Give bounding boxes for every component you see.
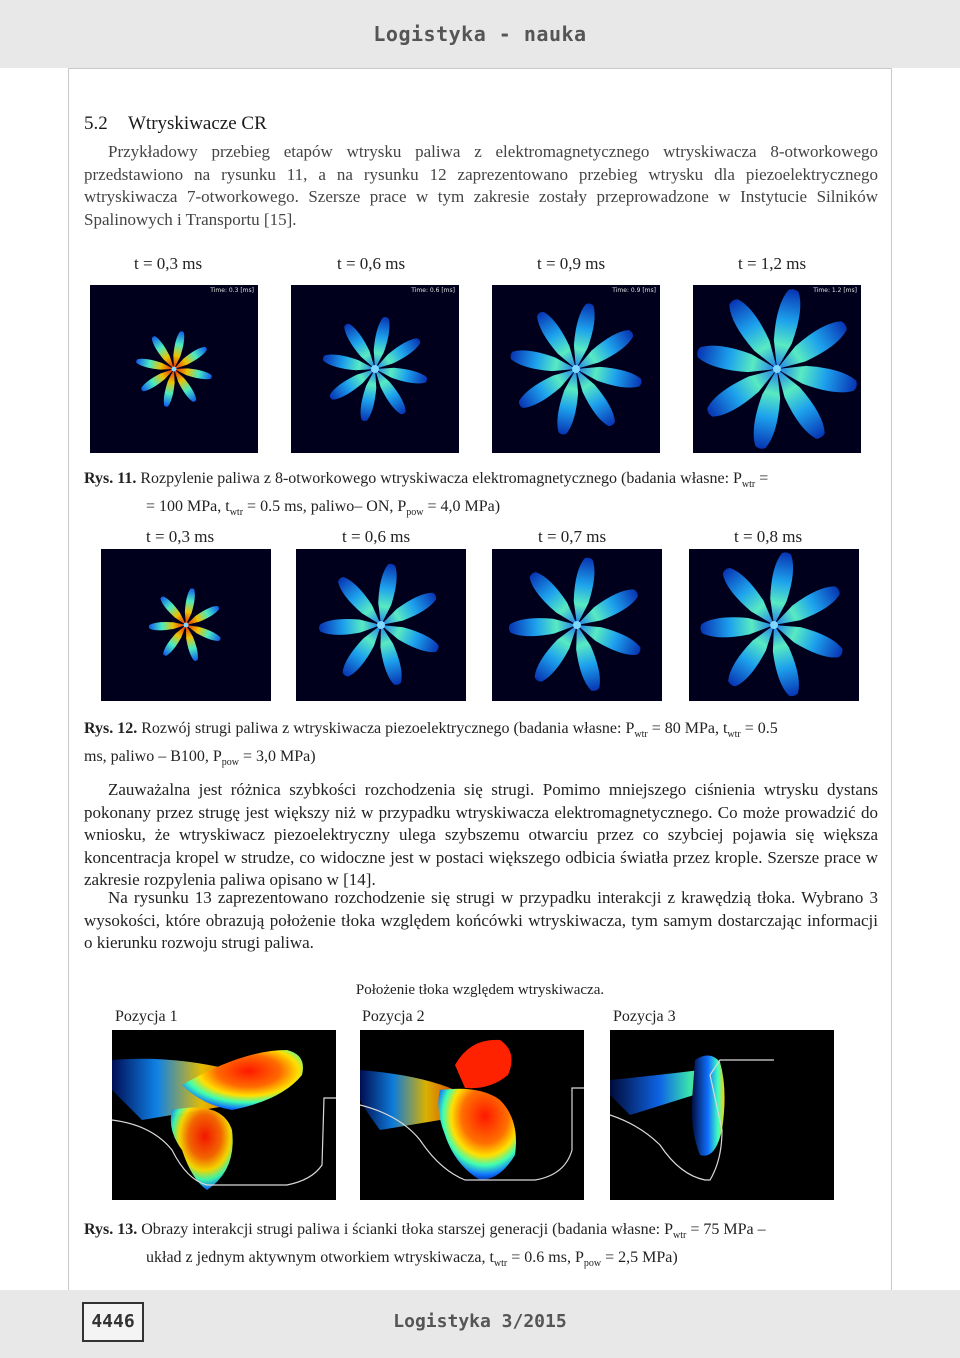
sub: wtr bbox=[727, 729, 741, 741]
fig11-spray-4 bbox=[693, 285, 861, 453]
fig12-frame-2 bbox=[296, 549, 466, 701]
fig11-spray-1 bbox=[90, 285, 258, 453]
fig13-caption bbox=[84, 1219, 854, 1275]
fig11-frame-3 bbox=[492, 285, 660, 453]
nozzle-core bbox=[773, 365, 781, 373]
section-title: Wtryskiwacze CR bbox=[128, 113, 267, 134]
body-paragraph-2: Na rysunku 13 zaprezentowano rozchodzenie się strugi w przypadku interakcji z krawędzią tłoka. Wybrano 3 wysokości, które obrazują położenie tłoka względem końcówki wtryskiwacza, tym samym dostarczając informacji o kierunku rozwoju strugi paliwa. bbox=[84, 888, 878, 952]
fig13-caption-text: = 75 MPa – bbox=[686, 1221, 766, 1238]
fig11-caption-text: = 4,0 MPa) bbox=[423, 498, 501, 516]
fig11-spray-2 bbox=[291, 285, 459, 453]
fig12-frame-4 bbox=[689, 549, 859, 701]
section-number: 5.2 bbox=[84, 113, 108, 134]
fig12-spray-1 bbox=[101, 549, 271, 701]
fig13-caption-label: Rys. 13. bbox=[84, 1221, 138, 1238]
fig13-position-1-label: Pozycja 1 bbox=[115, 1008, 178, 1025]
fig11-time-3: t = 0,9 ms bbox=[537, 254, 606, 273]
fig12-spray-3 bbox=[492, 549, 662, 701]
fig12-caption-text: Rozwój strugi paliwa z wtryskiwacza piezoelektrycznego (badania własne: P bbox=[141, 720, 635, 737]
nozzle-core bbox=[172, 367, 177, 372]
fig11-frame-label-4: Time: 1.2 [ms] bbox=[813, 287, 857, 294]
fig11-frame-label-1: Time: 0.3 [ms] bbox=[210, 287, 254, 294]
fig13-caption-text: układ z jednym aktywnym otworkiem wtryskiwacza, t bbox=[146, 1249, 494, 1267]
fig11-time-4: t = 1,2 ms bbox=[738, 254, 807, 273]
fig12-caption bbox=[84, 718, 854, 774]
fig13-title: Położenie tłoka względem wtryskiwacza. bbox=[355, 982, 605, 998]
fig13-frame-1 bbox=[112, 1030, 336, 1200]
fig11-frame-label-3: Time: 0.9 [ms] bbox=[612, 287, 656, 294]
fig12-caption-label: Rys. 12. bbox=[84, 720, 138, 737]
fig12-time-2: t = 0,6 ms bbox=[342, 527, 411, 546]
sub: wtr bbox=[493, 1258, 508, 1270]
fig11-time-2: t = 0,6 ms bbox=[337, 254, 406, 273]
fig12-time-1: t = 0,3 ms bbox=[146, 527, 215, 546]
nozzle-core bbox=[377, 621, 385, 629]
fig12-spray-2 bbox=[296, 549, 466, 701]
journal-title: Logistyka - nauka bbox=[373, 22, 587, 46]
fig11-caption bbox=[84, 468, 854, 524]
fig13-position-2-label: Pozycja 2 bbox=[362, 1008, 425, 1025]
fig12-frame-1 bbox=[101, 549, 271, 701]
fig11-caption-label: Rys. 11. bbox=[84, 470, 137, 487]
footer-journal: Logistyka 3/2015 bbox=[393, 1311, 567, 1332]
fig13-frame-3 bbox=[610, 1030, 834, 1200]
sub: wtr bbox=[229, 507, 244, 519]
page-number: 4446 bbox=[82, 1302, 144, 1342]
fig12-frame-3 bbox=[492, 549, 662, 701]
fig12-caption-text: ms, paliwo – B100, P bbox=[84, 748, 222, 766]
fig11-caption-text: = bbox=[755, 470, 769, 487]
nozzle-core bbox=[572, 365, 580, 373]
sub: wtr bbox=[673, 1230, 687, 1242]
fig12-caption-text: = 3,0 MPa) bbox=[239, 748, 316, 766]
fig11-caption-text: = 0.5 ms, paliwo– ON, P bbox=[243, 498, 407, 516]
sub: wtr bbox=[741, 479, 756, 491]
fig11-frame-label-2: Time: 0.6 [ms] bbox=[411, 287, 455, 294]
fig13-position-3-label: Pozycja 3 bbox=[613, 1008, 676, 1025]
fig12-caption-text: = 80 MPa, t bbox=[647, 720, 728, 737]
sub: pow bbox=[583, 1258, 602, 1270]
fig12-time-3: t = 0,7 ms bbox=[538, 527, 607, 546]
fig11-frame-2 bbox=[291, 285, 459, 453]
fig11-spray-3 bbox=[492, 285, 660, 453]
fig11-caption-text: Rozpylenie paliwa z 8-otworkowego wtryskiwacza elektromagnetycznego (badania własne: P bbox=[140, 470, 742, 487]
fig13-image-3 bbox=[610, 1030, 834, 1200]
nozzle-core bbox=[371, 365, 379, 373]
fig11-caption-text: = 100 MPa, t bbox=[146, 498, 230, 516]
fig13-image-1 bbox=[112, 1030, 336, 1200]
fig13-caption-text: = 2,5 MPa) bbox=[601, 1249, 678, 1267]
fig11-frame-1 bbox=[90, 285, 258, 453]
nozzle-core bbox=[770, 621, 778, 629]
body-paragraph-1: Zauważalna jest różnica szybkości rozchodzenia się strugi. Pomimo mniejszego ciśnienia wtrysku dystans pokonany przez strugę jest większy niż w przypadku wtryskiwacza elektromagnetycznego. Co może prowadzić do wniosku, że wtryskiwacz piezoelektryczny ulega szybszemu otwarciu przez co szybciej pojawia się większa koncentracja kropel w strudze, co widoczne jest w postaci większego odbicia światła przez krople. Szersze prace w zakresie rozpylenia paliwa opisano w [14]. bbox=[84, 780, 878, 889]
fig12-time-4: t = 0,8 ms bbox=[734, 527, 803, 546]
fig11-time-1: t = 0,3 ms bbox=[134, 254, 203, 273]
fig13-frame-2 bbox=[360, 1030, 584, 1200]
fig13-caption-text: = 0.6 ms, P bbox=[507, 1249, 584, 1267]
sub: wtr bbox=[634, 729, 648, 741]
nozzle-core bbox=[184, 623, 189, 628]
fig13-caption-cont bbox=[84, 1247, 854, 1275]
fig11-frame-4 bbox=[693, 285, 861, 453]
fig13-caption-text: Obrazy interakcji strugi paliwa i ścianki tłoka starszej generacji (badania własne: P bbox=[141, 1221, 674, 1238]
sub: pow bbox=[221, 757, 240, 769]
fig12-caption-text: = 0.5 bbox=[740, 720, 778, 737]
fig13-image-2 bbox=[360, 1030, 584, 1200]
fig12-spray-4 bbox=[689, 549, 859, 701]
nozzle-core bbox=[573, 621, 581, 629]
spray-jet bbox=[149, 621, 187, 631]
section-heading bbox=[84, 113, 267, 135]
sub: pow bbox=[406, 507, 424, 519]
fig11-caption-cont bbox=[84, 496, 854, 524]
intro-paragraph: Przykładowy przebieg etapów wtrysku paliwa z elektromagnetycznego wtryskiwacza 8-otworkowego przedstawiono na rysunku 11, a na rysunku 12 zaprezentowano przebieg wtrysku dla piezoelektrycznego wtryskiwacza 7-otworkowego. Szersze prace w tym zakresie zostały przeprowadzone w Instytucie Silników Spalinowych i Transportu [15]. bbox=[84, 142, 878, 229]
